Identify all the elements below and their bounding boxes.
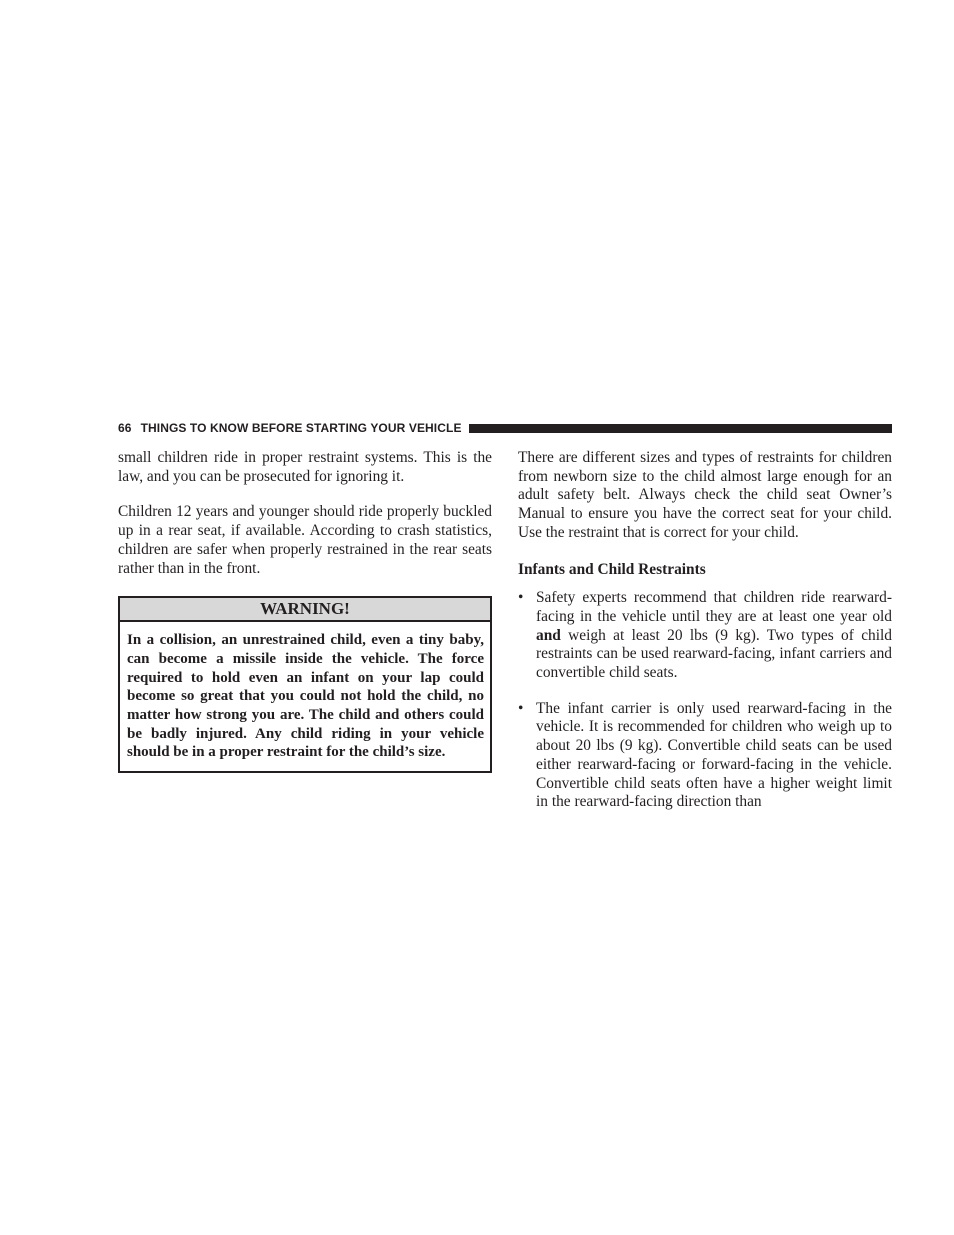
list-item <box>518 700 892 812</box>
right-column <box>518 449 892 812</box>
warning-text: In a collision, an unrestrained child, even a tiny baby, can become a missile inside the vehicle. The force required to hold even an infant on your lap could become so great that you could not hold the child, no matter how strong you are. The child and others could be badly injured. Any child riding in your vehicle should be in a proper restraint for the child’s size. <box>127 632 484 761</box>
left-column <box>118 449 492 773</box>
header-rule-bar <box>469 424 892 433</box>
bullet2-text: The infant carrier is only used rearward-facing in the vehicle. It is recommended for children who weigh up to about 20 lbs (9 kg). Convertible child seats can be used either rearward-facing or forward-facing in the vehicle. Convertible child seats often have a higher weight limit in the rearward-facing direction than <box>536 699 892 811</box>
bullet-icon: • <box>518 699 524 717</box>
page-header <box>118 419 892 437</box>
paragraph-restraint-types: There are different sizes and types of restraints for children from newborn size to the child almost large enough for an adult safety belt. Always check the child seat Owner’s Manual to ensure you have the correct seat for your child. Use the restraint that is correct for your child. <box>518 449 892 541</box>
list-item <box>518 589 892 683</box>
bullet1-text-start: Safety experts recommend that children ride rearward-facing in the vehicle until they are at least one year old <box>536 589 892 625</box>
section-title: THINGS TO KNOW BEFORE STARTING YOUR VEHICLE <box>140 421 462 435</box>
warning-title: WARNING! <box>120 598 490 622</box>
bullet-icon: • <box>518 589 524 607</box>
bullet1-text-end: weigh at least 20 lbs (9 kg). Two types of child restraints can be used rearward-facing, infant carriers and convertible child seats. <box>536 626 892 682</box>
paragraph-law: small children ride in proper restraint systems. This is the law, and you can be prosecuted for ignoring it. <box>118 449 492 485</box>
warning-box <box>118 596 492 773</box>
bullet1-bold-and: and <box>536 626 561 644</box>
page-number: 66 <box>118 421 132 435</box>
paragraph-children-rear-seat: Children 12 years and younger should ride properly buckled up in a rear seat, if available. According to crash statistics, children are safer when properly restrained in the rear seats rather than in the front. <box>118 503 492 577</box>
subheading-infants-child-restraints: Infants and Child Restraints <box>518 560 706 578</box>
bullet-list <box>518 589 892 812</box>
